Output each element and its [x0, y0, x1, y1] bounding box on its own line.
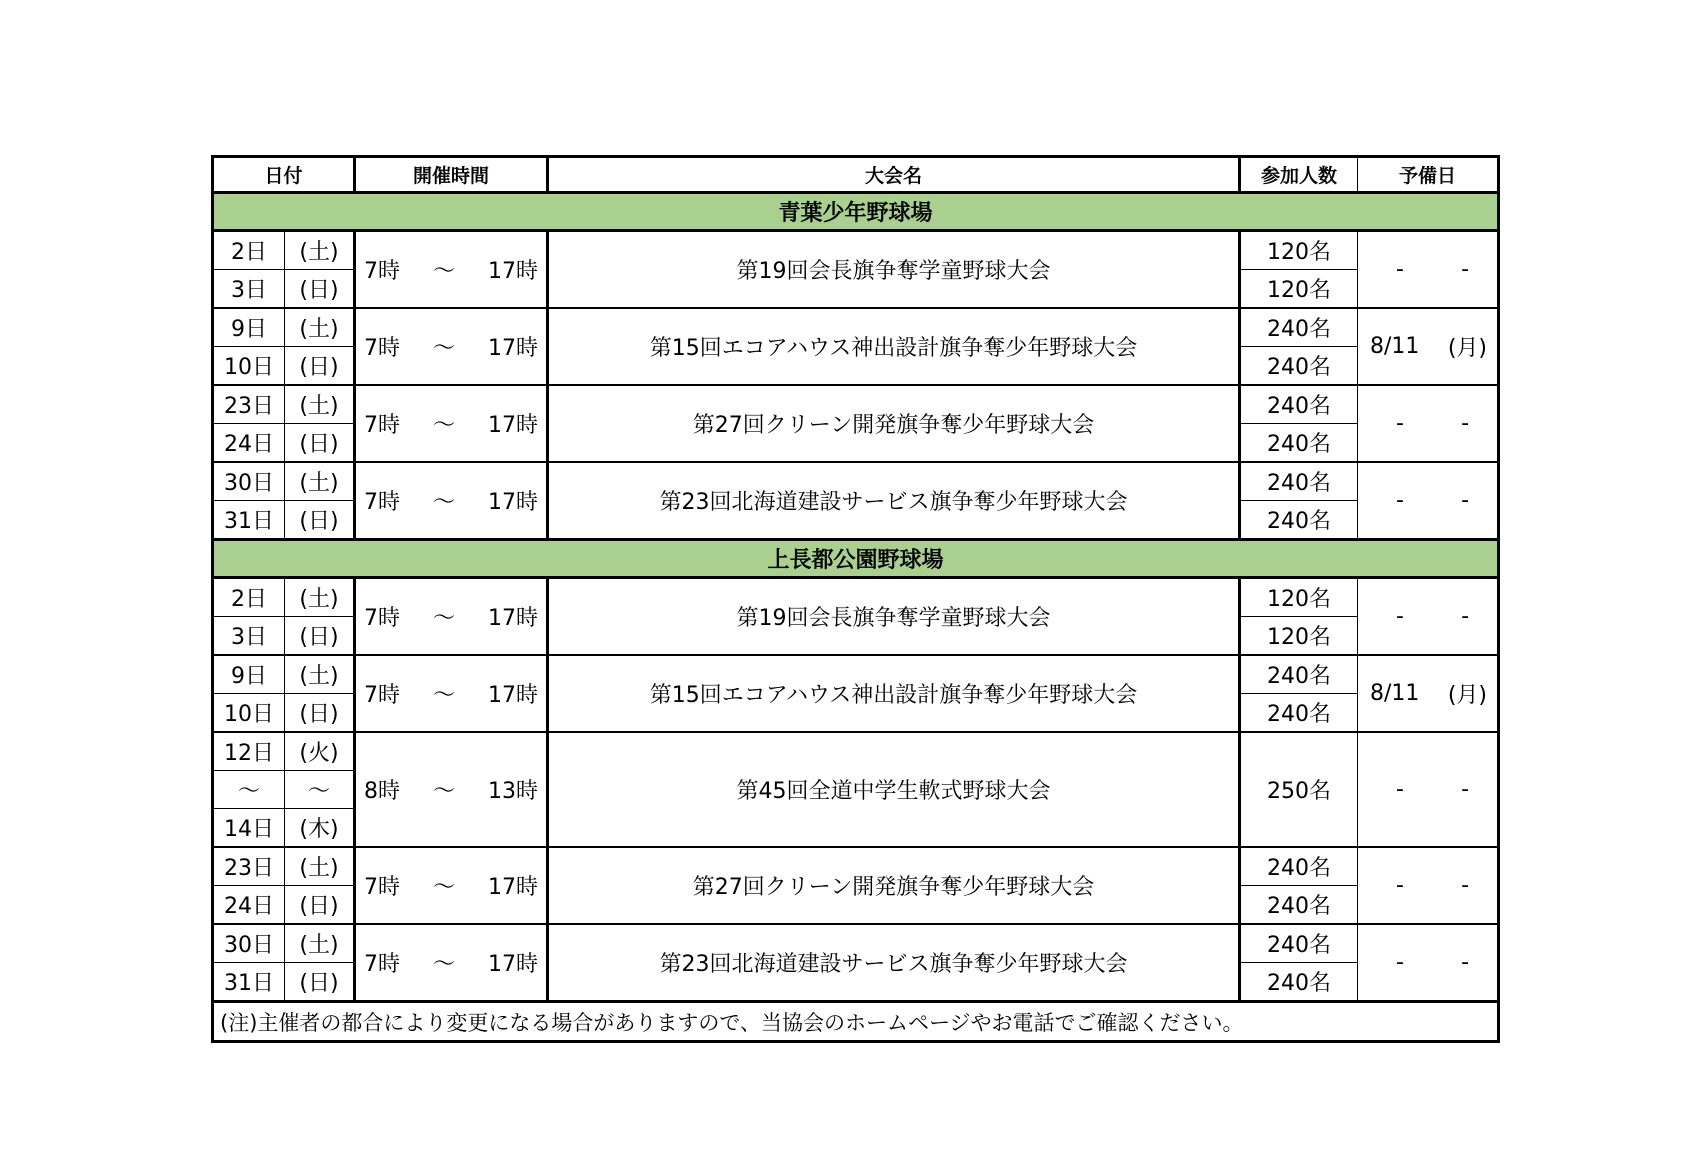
tournament-name: 第15回エコアハウス神出設計旗争奪少年野球大会 — [548, 655, 1240, 732]
header-participants: 参加人数 — [1240, 157, 1358, 193]
participant-count: 120名 — [1240, 231, 1358, 270]
start-time: 8時 — [364, 779, 401, 804]
time-separator: ～ — [433, 779, 456, 804]
day-cell: 30日 — [213, 462, 285, 501]
reserve-day-cell — [1358, 231, 1499, 309]
weekday-cell: (木) — [285, 809, 355, 848]
weekday-cell: (日) — [285, 694, 355, 733]
time-separator: ～ — [433, 413, 456, 438]
reserve-day-cell — [1358, 924, 1499, 1002]
reserve-date: - — [1396, 488, 1404, 513]
participant-count: 240名 — [1240, 886, 1358, 925]
day-cell: 3日 — [213, 617, 285, 656]
participant-count: 240名 — [1240, 694, 1358, 733]
weekday-cell: (日) — [285, 501, 355, 540]
weekday-cell: (日) — [285, 617, 355, 656]
tournament-name: 第15回エコアハウス神出設計旗争奪少年野球大会 — [548, 308, 1240, 385]
reserve-weekday: (月) — [1447, 336, 1488, 361]
weekday-cell: ～ — [285, 771, 355, 809]
participant-count: 240名 — [1240, 385, 1358, 424]
day-cell: 24日 — [213, 886, 285, 925]
end-time: 17時 — [488, 875, 538, 900]
header-time: 開催時間 — [355, 157, 548, 193]
end-time: 17時 — [488, 259, 538, 284]
reserve-date: - — [1396, 257, 1404, 282]
start-time: 7時 — [364, 413, 401, 438]
time-cell — [355, 308, 548, 385]
reserve-date: - — [1396, 777, 1404, 802]
header-row — [213, 157, 1499, 193]
tournament-name: 第27回クリーン開発旗争奪少年野球大会 — [548, 847, 1240, 924]
header-reserve-day: 予備日 — [1358, 157, 1499, 193]
weekday-cell: (土) — [285, 924, 355, 963]
weekday-cell: (日) — [285, 963, 355, 1002]
reserve-day-cell — [1358, 655, 1499, 732]
schedule-row — [213, 231, 1499, 270]
start-time: 7時 — [364, 259, 401, 284]
participant-count: 240名 — [1240, 655, 1358, 694]
tournament-name: 第23回北海道建設サービス旗争奪少年野球大会 — [548, 924, 1240, 1002]
participant-count: 120名 — [1240, 617, 1358, 656]
footnote: (注)主催者の都合により変更になる場合がありますので、当協会のホームページやお電話でご確認ください。 — [213, 1002, 1499, 1042]
note-row — [213, 1002, 1499, 1042]
day-cell: 23日 — [213, 385, 285, 424]
weekday-cell: (日) — [285, 347, 355, 386]
reserve-weekday: - — [1461, 873, 1470, 898]
reserve-weekday: - — [1461, 604, 1470, 629]
day-cell: 2日 — [213, 231, 285, 270]
reserve-day-cell — [1358, 732, 1499, 847]
end-time: 17時 — [488, 490, 538, 515]
tournament-schedule-table — [211, 155, 1500, 1043]
day-cell: 9日 — [213, 655, 285, 694]
end-time: 13時 — [488, 779, 538, 804]
schedule-body — [213, 193, 1499, 1002]
day-cell: 31日 — [213, 963, 285, 1002]
day-cell: 23日 — [213, 847, 285, 886]
start-time: 7時 — [364, 683, 401, 708]
day-cell: 10日 — [213, 347, 285, 386]
tournament-name: 第23回北海道建設サービス旗争奪少年野球大会 — [548, 462, 1240, 540]
day-cell: 2日 — [213, 578, 285, 617]
reserve-weekday: - — [1461, 777, 1470, 802]
tournament-name: 第27回クリーン開発旗争奪少年野球大会 — [548, 385, 1240, 462]
day-cell: 31日 — [213, 501, 285, 540]
time-separator: ～ — [433, 490, 456, 515]
weekday-cell: (火) — [285, 732, 355, 771]
weekday-cell: (土) — [285, 231, 355, 270]
time-cell — [355, 732, 548, 847]
participant-count: 250名 — [1240, 732, 1358, 847]
schedule-row — [213, 578, 1499, 617]
reserve-date: - — [1396, 950, 1404, 975]
weekday-cell: (土) — [285, 655, 355, 694]
reserve-weekday: - — [1461, 950, 1470, 975]
time-separator: ～ — [433, 606, 456, 631]
day-cell: 24日 — [213, 424, 285, 463]
reserve-weekday: (月) — [1447, 683, 1488, 708]
reserve-date: 8/11 — [1370, 334, 1420, 359]
participant-count: 240名 — [1240, 462, 1358, 501]
day-cell: 12日 — [213, 732, 285, 771]
time-cell — [355, 924, 548, 1002]
reserve-date: 8/11 — [1370, 681, 1420, 706]
time-separator: ～ — [433, 952, 456, 977]
start-time: 7時 — [364, 606, 401, 631]
weekday-cell: (日) — [285, 270, 355, 309]
participant-count: 240名 — [1240, 924, 1358, 963]
day-cell: 14日 — [213, 809, 285, 848]
weekday-cell: (土) — [285, 847, 355, 886]
time-separator: ～ — [433, 875, 456, 900]
schedule-row — [213, 847, 1499, 886]
reserve-day-cell — [1358, 847, 1499, 924]
weekday-cell: (土) — [285, 308, 355, 347]
end-time: 17時 — [488, 413, 538, 438]
start-time: 7時 — [364, 952, 401, 977]
time-cell — [355, 655, 548, 732]
header-tournament-name: 大会名 — [548, 157, 1240, 193]
venue-section-row — [213, 193, 1499, 231]
weekday-cell: (土) — [285, 385, 355, 424]
time-separator: ～ — [433, 259, 456, 284]
start-time: 7時 — [364, 490, 401, 515]
start-time: 7時 — [364, 336, 401, 361]
day-cell: ～ — [213, 771, 285, 809]
header-date: 日付 — [213, 157, 355, 193]
schedule-row — [213, 924, 1499, 963]
end-time: 17時 — [488, 683, 538, 708]
time-cell — [355, 385, 548, 462]
participant-count: 240名 — [1240, 847, 1358, 886]
start-time: 7時 — [364, 875, 401, 900]
schedule-row — [213, 655, 1499, 694]
schedule-row — [213, 732, 1499, 771]
end-time: 17時 — [488, 606, 538, 631]
time-cell — [355, 231, 548, 309]
end-time: 17時 — [488, 952, 538, 977]
reserve-date: - — [1396, 411, 1404, 436]
reserve-date: - — [1396, 873, 1404, 898]
venue-title: 青葉少年野球場 — [213, 193, 1499, 231]
weekday-cell: (日) — [285, 424, 355, 463]
time-cell — [355, 847, 548, 924]
schedule-row — [213, 385, 1499, 424]
reserve-day-cell — [1358, 462, 1499, 540]
participant-count: 240名 — [1240, 963, 1358, 1002]
participant-count: 240名 — [1240, 424, 1358, 463]
schedule-row — [213, 462, 1499, 501]
time-separator: ～ — [433, 683, 456, 708]
reserve-day-cell — [1358, 578, 1499, 656]
tournament-name: 第19回会長旗争奪学童野球大会 — [548, 231, 1240, 309]
participant-count: 240名 — [1240, 308, 1358, 347]
participant-count: 120名 — [1240, 270, 1358, 309]
venue-section-row — [213, 540, 1499, 578]
day-cell: 30日 — [213, 924, 285, 963]
reserve-day-cell — [1358, 308, 1499, 385]
reserve-weekday: - — [1461, 488, 1470, 513]
venue-title: 上長都公園野球場 — [213, 540, 1499, 578]
weekday-cell: (日) — [285, 886, 355, 925]
participant-count: 120名 — [1240, 578, 1358, 617]
time-cell — [355, 462, 548, 540]
participant-count: 240名 — [1240, 501, 1358, 540]
reserve-day-cell — [1358, 385, 1499, 462]
tournament-name: 第19回会長旗争奪学童野球大会 — [548, 578, 1240, 656]
weekday-cell: (土) — [285, 578, 355, 617]
time-cell — [355, 578, 548, 656]
schedule-row — [213, 308, 1499, 347]
day-cell: 9日 — [213, 308, 285, 347]
weekday-cell: (土) — [285, 462, 355, 501]
tournament-name: 第45回全道中学生軟式野球大会 — [548, 732, 1240, 847]
participant-count: 240名 — [1240, 347, 1358, 386]
day-cell: 10日 — [213, 694, 285, 733]
reserve-date: - — [1396, 604, 1404, 629]
reserve-weekday: - — [1461, 411, 1470, 436]
day-cell: 3日 — [213, 270, 285, 309]
time-separator: ～ — [433, 336, 456, 361]
reserve-weekday: - — [1461, 257, 1470, 282]
end-time: 17時 — [488, 336, 538, 361]
